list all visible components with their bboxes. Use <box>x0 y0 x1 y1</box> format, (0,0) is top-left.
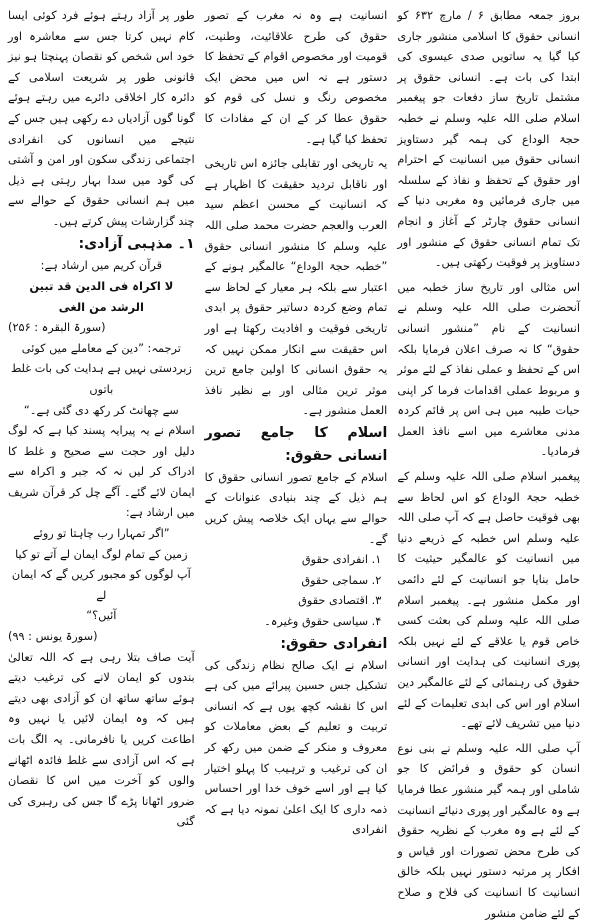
paragraph: اس مثالی اور تاریخ ساز خطبہ میں آنحضرت صلی اللہ علیہ وسلم نے انسانیت کے نام ”منشور انسانی حقوق“ کا نہ صرف اعلان فرمایا بلکہ اس کے تحفظ و عملی نفاذ کے لئے موثر و مربوط عملی اقدامات فرما کر اپنی حیات طیبہ میں ہی اس پر قائم کردہ مدنی معاشرے میں اسے نافذ العمل فرمادیا۔ <box>397 280 580 459</box>
quran-verse: الرشد من الغی <box>58 300 144 315</box>
verse-reference: (سورۃ یونس : ۹۹) <box>8 630 98 644</box>
paragraph: بروز جمعہ مطابق ۶ / مارچ ۶۳۲ کو انسانی حقوق کا اسلامی منشور جاری کیا گیا یہ ساتویں صدی عیسوی کی ابتدا کی بات ہے۔ انسانی حقوق پر مشتمل تاریخ ساز دفعات جو پیغمبر اسلام صلی اللہ علیہ وسلم نے خطبہ حجۃ الوداع کی ہمہ گیر دستاویز انسانی حقوق میں انسانیت کے احترام اور حقوق کے تحفظ و نفاذ کے سلسلہ میں جاری فرمائیں وہ مغربی دنیا کے انسانی حقوق چارٹر کے آغاز و انجام تک تمام انسانی حقوق کے منشور اور دستاویز پر فوقیت رکھتی ہیں۔ <box>397 9 580 270</box>
translation-line: زبردستی نہیں ہے ہدایت کی بات غلط باتوں <box>10 362 192 396</box>
quote-line: آئیں؟“ <box>86 609 117 623</box>
section-heading: ۱۔ مذہبی آزادی: <box>78 235 195 252</box>
paragraph: یہ تاریخی اور تقابلی جائزہ اس تاریخی اور ناقابل تردید حقیقت کا اظہار ہے کہ انسانیت کے محسن اعظم سید العرب والعجم حضرت محمد صلی اللہ علیہ وسلم کا منشور انسانی حقوق ”خطبہ حجۃ الوداع“ عالمگیر ہونے کے اعتبار سے بلکہ ہر معیار کے لحاظ سے تمام وضع کردہ دساتیر حقوق پر ابدی تاریخی فوقیت و افادیت رکھتا ہے اور اس حقیقت سے انکار ممکن نہیں کہ یہ حقوق انسانی کا اولین جامع ترین موثر ترین مثالی اور بے نظیر نافذ العمل منشور ہے۔ <box>204 157 388 418</box>
paragraph: پیغمبر اسلام صلی اللہ علیہ وسلم کے خطبہ حجۃ الوداع کو اس لحاظ سے بھی فوقیت حاصل ہے کہ آپ صلی اللہ علیہ وسلم اس خطبہ کے ذریعے دنیا میں انسانیت کو عالمگیر حیثیت کا حامل بنایا جو انسانیت کے لئے دائمی اور مکمل منشور ہے۔ پیغمبر اسلام صلی اللہ علیہ وسلم کی بعثت کسی خاص قوم یا علاقے کے لئے نہیں بلکہ پوری انسانیت کی ہدایت اور انسانی حقوق کی رہنمائی کے لئے عالمگیر دین اسلام اور اس کی ابدی تعلیمات کے لئے دنیا میں تشریف لائے تھے۔ <box>397 470 580 731</box>
paragraph: اسلام کے جامع تصور انسانی حقوق کا ہم ذیل کے چند بنیادی عنوانات کے حوالے سے یہاں ایک خلاصہ پیش کریں گے۔ <box>204 470 388 546</box>
paragraph: طور پر آزاد رہتے ہوئے فرد کوئی ایسا کام نہیں کرتا جس سے معاشرہ اور خود اس شخص کو نقصان پہنچتا ہو نیز قانونی طور پر شریعت اسلامی کے دائرہ کار اخلاقی دائرے میں رہتے ہوئے گونا گوں آزادیاں دے رکھی ہیں جس کے نتیجے میں انسانوں کی انفرادی اجتماعی زندگی سکون اور امن و آشتی کی گود میں سدا بہار رہتی ہے ذیل میں ہم انسانی حقوق کے حوالے سے چند گزارشات پیش کرتے ہیں۔ <box>8 9 195 228</box>
list-item: ۲. سماجی حقوق <box>301 573 382 587</box>
quote-line: ”اگر تمہارا رب چاہتا تو روئے <box>33 527 170 541</box>
paragraph: اسلام نے ایک صالح نظام زندگی کی تشکیل جس حسین پیرائے میں کی ہے اس کا نقشہ کچھ یوں ہے کہ انسانی تربیت و تعلیم کے بعض معاملات کو معروف و منکر کے ضمن میں رکھ کر ان کی ترغیب و ترہیب کا پہلو اختیار کیا ہے اور اسے خوف خدا اور احساس ذمہ داری کا ایک اعلیٰ نمونہ دیا ہے کہ انفرادی <box>204 658 388 837</box>
quote-line: آپ لوگوں کو مجبور کریں گے کہ ایمان لے <box>11 568 191 602</box>
translation-line: سے چھانٹ کر رکھ دی گئی ہے۔“ <box>23 403 179 417</box>
paragraph: قرآن کریم میں ارشاد ہے: <box>40 258 162 272</box>
translation-line: ترجمہ: ”دین کے معاملے میں کوئی <box>21 341 181 355</box>
list-item: ۴. سیاسی حقوق وغیرہ۔ <box>264 615 382 629</box>
translation-block <box>8 339 195 421</box>
list-item: ۱. انفرادی حقوق <box>301 553 382 567</box>
list-item: ۳. اقتصادی حقوق <box>298 594 382 608</box>
paragraph: آیت صاف بتلا رہی ہے کہ اللہ تعالیٰ بندوں کو ایمان لانے کی ترغیب دیتے ہوئے ساتھ ساتھ ان کو آزادی بھی دیتے ہیں کہ وہ ایمان لائیں یا نہیں وہ اطاعت کریں یا نافرمانی۔ یہ الگ بات ہے کہ اس آزادی سے غلط فائدہ اٹھانے والوں کو آخرت میں اس کا نقصان ضرور اٹھانا پڑے گا جس کی رہبری کی گئی <box>8 650 195 829</box>
paragraph: اسلام نے یہ پیرایہ پسند کیا ہے کہ لوگ دلیل اور حجت سے صحیح و غلط کا ادراک کر لیں نہ کہ جبر و اکراہ سے ایمان لائے گئے۔ آگے چل کر قرآن شریف میں ارشاد ہے: <box>8 424 195 520</box>
column-middle <box>204 6 388 837</box>
paragraph: انسانیت ہے وہ نہ مغرب کے تصور حقوق کی طرح علاقائیت، وطنیت، قومیت اور مخصوص اقوام کے تحفظ کا دستور ہے نہ اس میں محض ایک مخصوص رنگ و نسل کی قوم کو حقوق عطا کر کے ان کے مفادات کا تحفظ کیا گیا ہے۔ <box>204 9 388 146</box>
section-heading: انفرادی حقوق: <box>280 635 388 652</box>
column-right <box>397 6 580 920</box>
quran-verse: لا اکراہ فی الدین قد تبین <box>29 279 174 294</box>
verse-reference: (سورۃ البقرہ : ۲۵۶) <box>8 321 106 335</box>
quote-line: زمین کے تمام لوگ ایمان لے آتے تو کیا <box>15 547 188 561</box>
column-left <box>8 6 195 829</box>
three-column-layout <box>8 6 580 920</box>
rights-list <box>205 550 388 632</box>
section-heading: اسلام کا جامع تصور انسانی حقوق: <box>204 424 388 464</box>
quote-block <box>8 524 195 627</box>
paragraph: آپ صلی اللہ علیہ وسلم نے بنی نوع انسان کو حقوق و فرائض کا جو شاملی اور ہمہ گیر منشور عطا فرمایا ہے وہ عالمگیر اور پوری دنیائے انسانیت کے لئے ہے وہ مغرب کے نظریہ حقوق کی طرح محض تصورات اور قیاس و افکار پر مرتبہ دستور نہیں بلکہ خالق انسانیت کا انسانیت کی فلاح و صلاح کے لئے ضامن منشور <box>397 741 580 920</box>
